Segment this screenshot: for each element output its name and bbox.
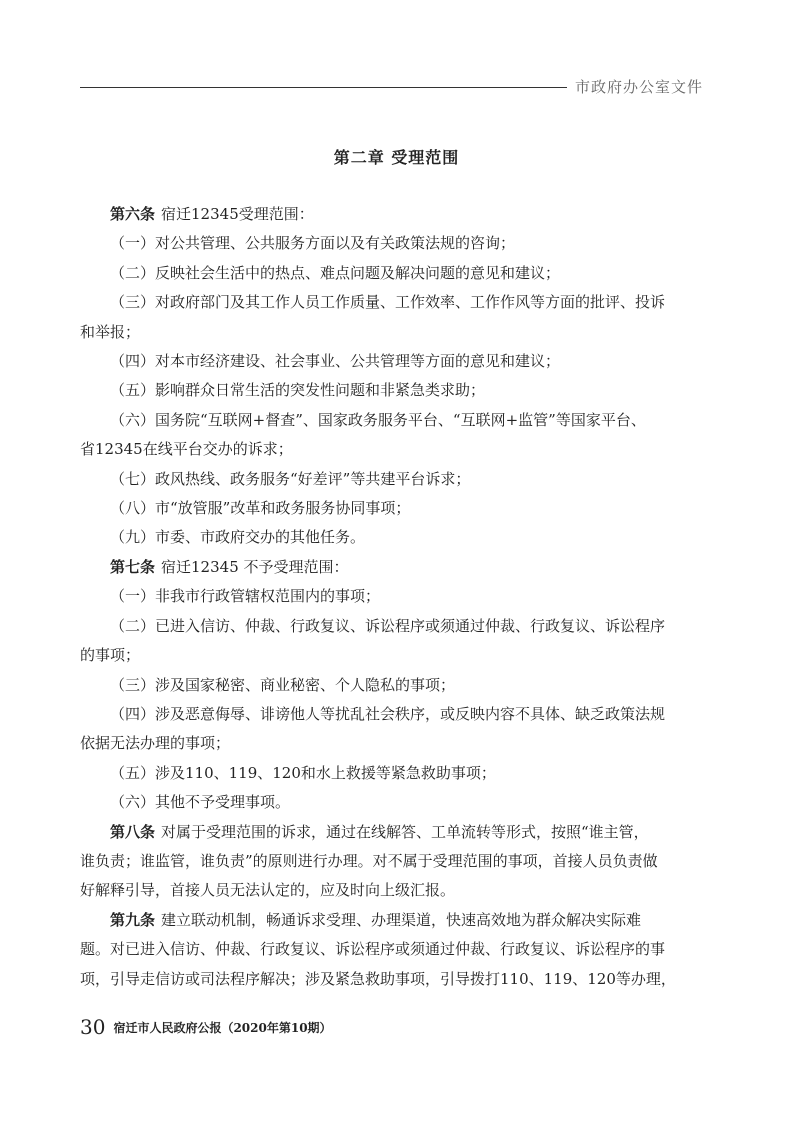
list-item: （七）政风热线、政务服务“好差评”等共建平台诉求； — [110, 469, 471, 488]
list-item: （二）已进入信访、仲裁、行政复议、诉讼程序或须通过仲裁、行政复议、诉讼程序 — [110, 616, 666, 635]
running-header: 市政府办公室文件 — [575, 78, 704, 96]
list-item: （五）涉及110、119、120和水上救援等紧急救助事项； — [110, 763, 496, 782]
article-8-line: 好解释引导，首接人员无法认定的，应及时向上级汇报。 — [80, 881, 456, 900]
page-number: 30 — [80, 1015, 106, 1039]
article-label: 第九条 — [110, 910, 156, 929]
article-8-line: 谁负责；谁监管，谁负责”的原则进行办理。对不属于受理范围的事项，首接人员负责做 — [80, 851, 658, 870]
page-footer — [80, 1015, 332, 1039]
chapter-title: 第二章 受理范围 — [333, 148, 460, 167]
list-item: （四）对本市经济建设、社会事业、公共管理等方面的意见和建议； — [110, 352, 561, 371]
header-rule — [80, 87, 567, 88]
body-text — [80, 200, 710, 994]
article-9-line: 第九条 建立联动机制，畅通诉求受理、办理渠道，快速高效地为群众解决实际难 — [110, 910, 642, 929]
list-item-continuation: 和举报； — [80, 322, 141, 341]
list-item: （六）其他不予受理事项。 — [110, 793, 291, 812]
article-6-intro: 第六条 宿迁12345受理范围： — [110, 205, 314, 223]
publication-name: 宿迁市人民政府公报（2020年第10期） — [113, 1021, 332, 1035]
article-9-line: 题。对已进入信访、仲裁、行政复议、诉讼程序或须通过仲裁、行政复议、诉讼程序的事 — [80, 940, 666, 959]
list-item: （一）非我市行政管辖权范围内的事项； — [110, 587, 381, 606]
list-item-continuation: 省12345在线平台交办的诉求； — [80, 440, 293, 459]
list-item: （三）涉及国家秘密、商业秘密、个人隐私的事项； — [110, 675, 456, 694]
list-item-continuation: 的事项； — [80, 646, 141, 665]
list-item: （四）涉及恶意侮辱、诽谤他人等扰乱社会秩序，或反映内容不具体、缺乏政策法规 — [110, 704, 666, 723]
list-item: （九）市委、市政府交办的其他任务。 — [110, 528, 366, 547]
list-item: （三）对政府部门及其工作人员工作质量、工作效率、工作作风等方面的批评、投诉 — [110, 293, 666, 312]
list-item: （五）影响群众日常生活的突发性问题和非紧急类求助； — [110, 381, 486, 400]
article-label: 第六条 — [110, 205, 156, 223]
article-label: 第七条 — [110, 557, 156, 576]
article-7-intro: 第七条 宿迁12345 不予受理范围： — [110, 557, 349, 576]
list-item-continuation: 依据无法办理的事项； — [80, 734, 231, 753]
article-label: 第八条 — [110, 822, 156, 841]
list-item: （八）市“放管服”改革和政务服务协同事项； — [110, 499, 411, 518]
article-8-line: 第八条 对属于受理范围的诉求，通过在线解答、工单流转等形式，按照“谁主管， — [110, 822, 649, 841]
list-item: （一）对公共管理、公共服务方面以及有关政策法规的咨询； — [110, 234, 516, 253]
list-item: （六）国务院“互联网+督查”、国家政务服务平台、“互联网+监管”等国家平台、 — [110, 410, 646, 429]
list-item: （二）反映社会生活中的热点、难点问题及解决问题的意见和建议； — [110, 263, 561, 282]
article-9-line: 项，引导走信访或司法程序解决；涉及紧急救助事项，引导拨打110、119、120等办理， — [80, 969, 676, 988]
